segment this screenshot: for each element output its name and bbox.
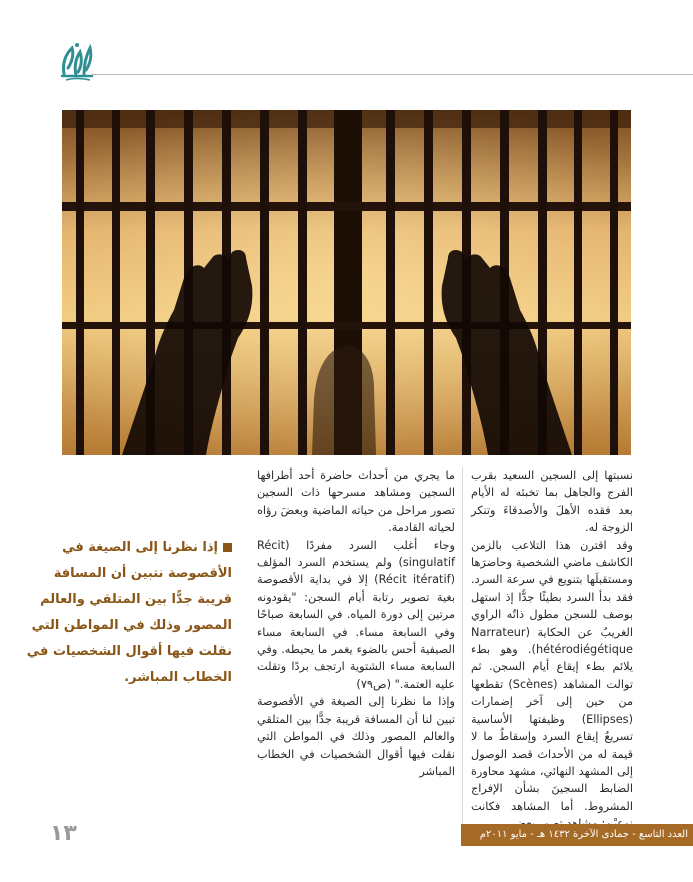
paragraph: وقد اقترن هذا التلاعب بالزمن الكاشف ماضي الشخصية وحاضرَها ومستقبلَها بتنويع في سرعة السرد. فقد بدأ السرد بطيئًا جدًّا إذ استهل بوصف للسجن مطول ذاتُه الراوي الغريبُ عن الحكاية (Narrateur hétérodiégétique). وهو بطء يلائم بطء إيقاع أيام السجن. ثم توالت المشاهد (Scènes) تقطعها من حين إلى آخر إضمارات (Ellipses) وظيفتها الأساسية تسريعُ إيقاع السرد وإسقاطُ ما لا قيمة له من الأحداث قصد الوصول إلى المشهد النهائي، مشهد محاورة الضابط السجينَ بشأن الإفراج المشروط. أما المشاهد فكانت — [471, 538, 633, 813]
paragraph: ما يجري من أحداث حاضرة أحد أطرافها السجين ومشاهد مسرحها ذات السجين تصور مراحل من حياته الماضية وبعضَ رؤاه لحياته القادمة. — [257, 469, 455, 535]
article-column-right — [471, 467, 633, 833]
paragraph: وجاء أغلب السرد مفردًا (Récit singulatif) ولم يستخدم السرد المؤلف (Récit itératif) إلا في بداية الأقصوصة بغية تصوير رتابة أيام السجن: "يقودونه مرتين إلى دورة المياه. في السابعة صباحًا وفي السابعة مساء. في السابعة مساء الصيفية أحس بالضوء يغمر ما يحيطه. وفي السابعة مساء الشتوية ارتجف بردًا وتقلت عليه العتمة." (ص٧٩) — [257, 538, 455, 691]
article-column-left — [257, 467, 455, 780]
column-divider — [462, 467, 463, 839]
calligraphy-logo-icon — [58, 40, 96, 82]
header-rule — [92, 74, 693, 75]
prison-bars-photo — [62, 110, 631, 455]
pull-quote-text: إذا نظرنا إلى الصيغة في الأقصوصة نتبين أن المسافة قريبة جدًّا بين المتلقي والعالم المصور وذلك في المواطن التي نقلت فيها أقوال الشخصيات في الخطاب المباشر. — [26, 540, 232, 685]
issue-info: العدد التاسع - جمادى الآخرة ١٤٣٢ هـ - مايو ٢٠١١م — [479, 829, 688, 840]
magazine-logo — [58, 40, 96, 82]
page-number: ١٣ — [50, 821, 77, 846]
paragraph: نسبتها إلى السجين السعيد بقرب الفرج والجاهل بما تخبئه له الأيام بعد فقده الأهلَ والأصدقاءَ وتنكر الزوجة له. — [471, 469, 633, 535]
square-bullet-icon — [223, 543, 232, 552]
pull-quote — [20, 535, 232, 691]
paragraph: وإذا ما نظرنا إلى الصيغة في الأقصوصة تبين لنا أن المسافة قريبة جدًّا بين المتلقي والعالم المصور وذلك في المواطن التي نقلت فيها أقوال الشخصيات في الخطاب المباشر — [257, 695, 455, 778]
